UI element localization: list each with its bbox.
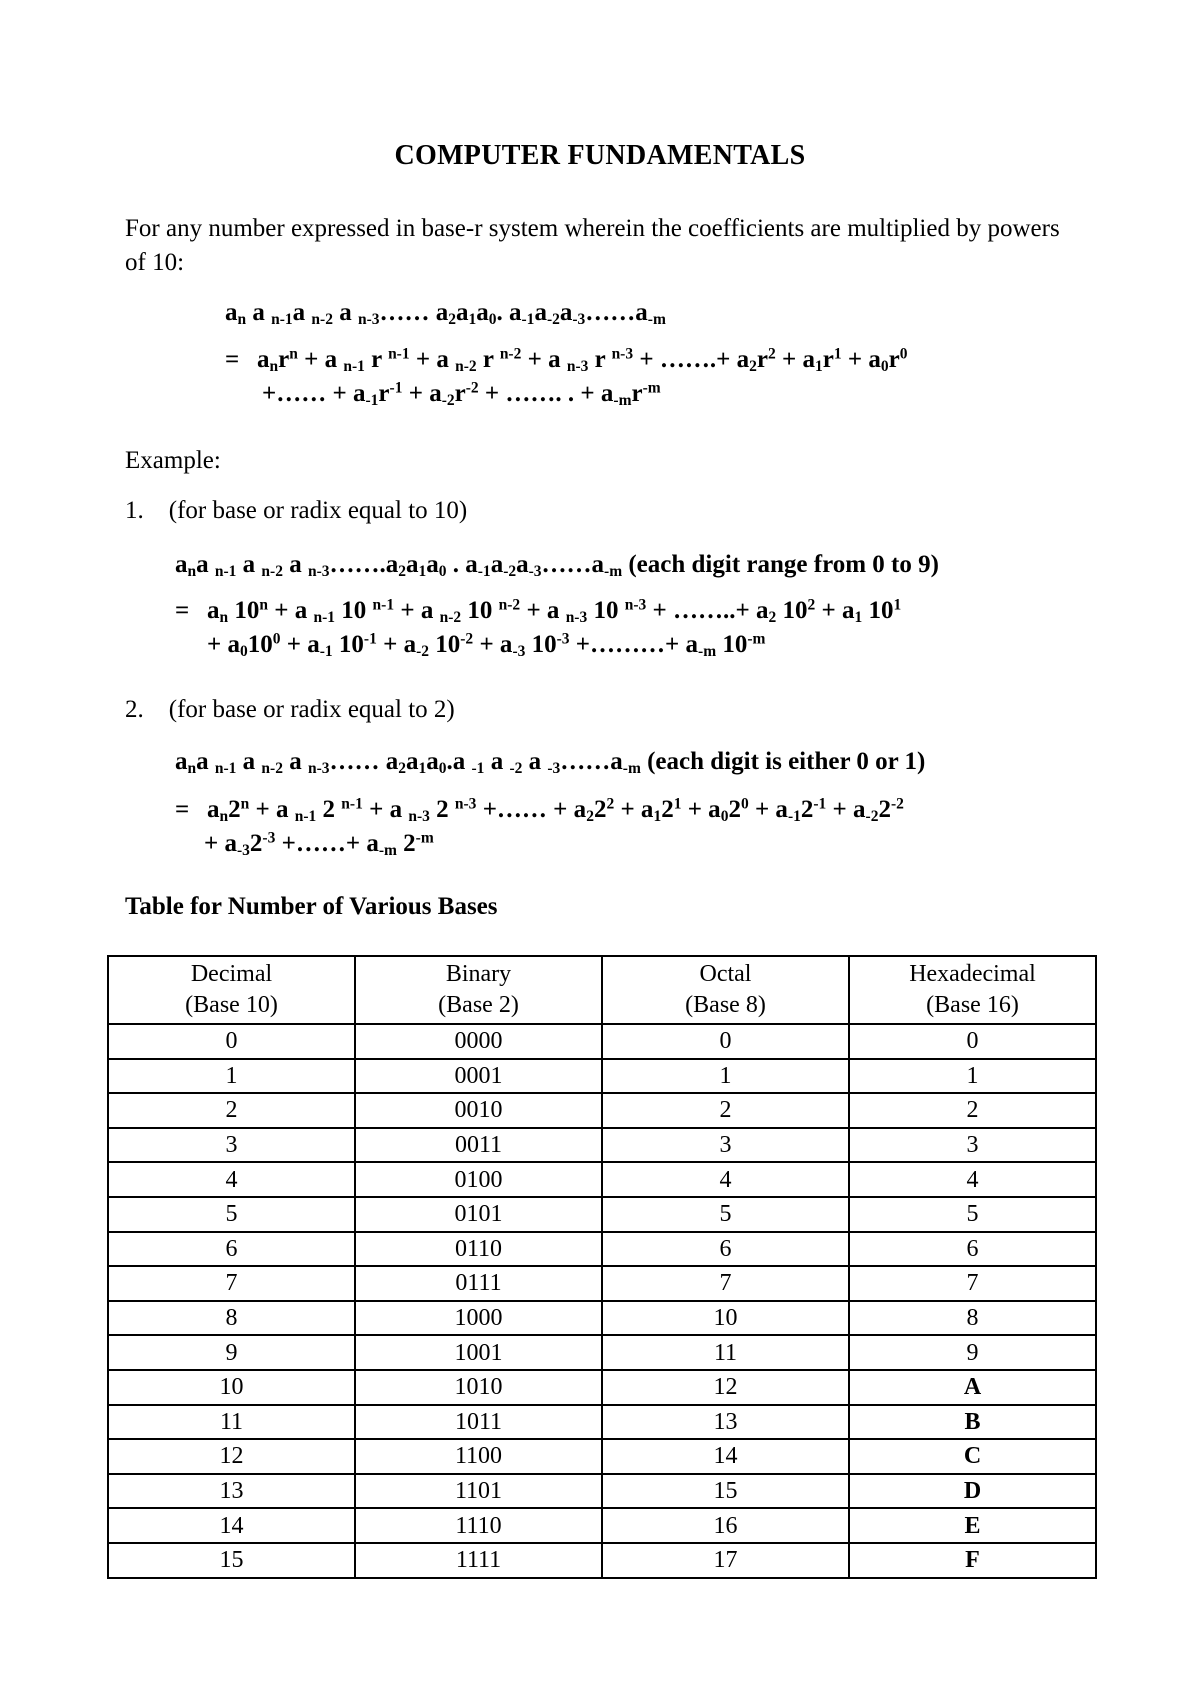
table-row: [108, 1128, 1096, 1163]
example-1-expression: $a_na$ $_{n-1}$ a $_{n-2}$ a $_{n-3}\dots\dots.a_2a_1a_0$ . $a_{-1}a_{-2}a_{-3}\dots\dots a_{-m}$ (each digit range from 0 to 9): [175, 551, 939, 580]
table-row: [108, 1093, 1096, 1128]
octal-cell: 3: [602, 1128, 849, 1163]
table-row: [108, 1266, 1096, 1301]
general-number-expression: $a_n$ a $_{n-1}$a $_{n-2}$ a $_{n-3}$…… $a_2a_1a_0$. $a_{-1}a_{-2}a_{-3}\dots\dots a_{-m}$: [225, 299, 666, 328]
example-1-note: (each digit range from 0 to 9): [622, 551, 939, 578]
decimal-cell: 3: [108, 1128, 355, 1163]
octal-cell: 6: [602, 1232, 849, 1267]
binary-cell: 0100: [355, 1162, 602, 1197]
general-expansion-line-1: = $a_nr^n + a$ $_{n-1}$ r $^{n-1}$ + a $_{n-2}$ r $^{n-2}$ + a $_{n-3}$ r $^{n-3}$ + …….+ $a_2r^2 + a_1r^1 + a_0r^0$: [225, 345, 908, 375]
table-row: [108, 1232, 1096, 1267]
table-row: [108, 1439, 1096, 1474]
hex-cell: 2: [849, 1093, 1096, 1128]
hex-cell: B: [849, 1405, 1096, 1440]
decimal-cell: 12: [108, 1439, 355, 1474]
binary-cell: 1001: [355, 1335, 602, 1370]
example-2-expression: $a_na$ $_{n-1}$ a $_{n-2}$ a $_{n-3}$…… $a_2a_1a_0.a$ $_{-1}$ a $_{-2}$ a $_{-3}\dots\dots a_{-m}$ (each digit is either 0 or 1): [175, 748, 926, 777]
decimal-cell: 14: [108, 1508, 355, 1543]
table-body: [108, 1024, 1096, 1578]
hex-cell: 9: [849, 1335, 1096, 1370]
example-label: Example:: [125, 447, 221, 474]
octal-cell: 15: [602, 1474, 849, 1509]
header-hexadecimal: Hexadecimal (Base 16): [849, 956, 1096, 1024]
binary-cell: 0110: [355, 1232, 602, 1267]
hex-cell: E: [849, 1508, 1096, 1543]
hex-cell: 7: [849, 1266, 1096, 1301]
decimal-cell: 7: [108, 1266, 355, 1301]
hex-cell: 4: [849, 1162, 1096, 1197]
octal-cell: 0: [602, 1024, 849, 1059]
example-1-expansion-line-2: + $a_010^0 + a_{-1}$ $10^{-1} + a_{-2}$ $10^{-2} + a_{-3}$ $10^{-3}$ +………+ $a_{-m}$ $10^{-m}$: [207, 630, 766, 660]
decimal-cell: 15: [108, 1543, 355, 1578]
hex-cell: 3: [849, 1128, 1096, 1163]
binary-cell: 0111: [355, 1266, 602, 1301]
decimal-cell: 13: [108, 1474, 355, 1509]
octal-cell: 13: [602, 1405, 849, 1440]
binary-cell: 0001: [355, 1059, 602, 1094]
binary-cell: 0010: [355, 1093, 602, 1128]
table-row: [108, 1162, 1096, 1197]
hex-cell: 5: [849, 1197, 1096, 1232]
hex-cell: D: [849, 1474, 1096, 1509]
example-2-label: 2. (for base or radix equal to 2): [125, 696, 455, 723]
table-row: [108, 1335, 1096, 1370]
hex-cell: F: [849, 1543, 1096, 1578]
number-bases-table: [107, 955, 1097, 1579]
octal-cell: 5: [602, 1197, 849, 1232]
decimal-cell: 5: [108, 1197, 355, 1232]
hex-cell: 1: [849, 1059, 1096, 1094]
octal-cell: 12: [602, 1370, 849, 1405]
table-row: [108, 1024, 1096, 1059]
binary-cell: 1010: [355, 1370, 602, 1405]
octal-cell: 10: [602, 1301, 849, 1336]
binary-cell: 0101: [355, 1197, 602, 1232]
hex-cell: A: [849, 1370, 1096, 1405]
octal-cell: 14: [602, 1439, 849, 1474]
octal-cell: 11: [602, 1335, 849, 1370]
table-header-row: [108, 956, 1096, 1024]
header-decimal: Decimal (Base 10): [108, 956, 355, 1024]
page-title: COMPUTER FUNDAMENTALS: [394, 140, 806, 171]
octal-cell: 2: [602, 1093, 849, 1128]
hex-cell: 8: [849, 1301, 1096, 1336]
decimal-cell: 0: [108, 1024, 355, 1059]
binary-cell: 1111: [355, 1543, 602, 1578]
binary-cell: 1101: [355, 1474, 602, 1509]
example-1-expansion-line-1: = $a_n$ $10^n + a$ $_{n-1}$ 10 $^{n-1}$ + a $_{n-2}$ 10 $^{n-2}$ + a $_{n-3}$ 10 $^{n-3}$ + ……..+ $a_2$ $10^2 + a_1$ $10^1$: [175, 596, 902, 626]
example-2-expansion-line-1: = $a_n2^n + a$ $_{n-1}$ 2 $^{n-1}$ + a $_{n-3}$ 2 $^{n-3}$ +…… + $a_22^2 + a_12^1 + a_02^0 + a_{-1}2^{-1} + a_{-2}2^{-2}$: [175, 795, 904, 825]
binary-cell: 0000: [355, 1024, 602, 1059]
binary-cell: 0011: [355, 1128, 602, 1163]
binary-cell: 1110: [355, 1508, 602, 1543]
binary-cell: 1011: [355, 1405, 602, 1440]
example-2-expansion-line-2: + $a_{-3}2^{-3}$ +……+ $a_{-m}$ $2^{-m}$: [204, 829, 434, 859]
header-binary: Binary (Base 2): [355, 956, 602, 1024]
decimal-cell: 6: [108, 1232, 355, 1267]
table-row: [108, 1405, 1096, 1440]
octal-cell: 16: [602, 1508, 849, 1543]
hex-cell: 0: [849, 1024, 1096, 1059]
example-2-note: (each digit is either 0 or 1): [640, 748, 926, 775]
table-row: [108, 1197, 1096, 1232]
hex-cell: 6: [849, 1232, 1096, 1267]
decimal-cell: 10: [108, 1370, 355, 1405]
header-octal: Octal (Base 8): [602, 956, 849, 1024]
binary-cell: 1100: [355, 1439, 602, 1474]
octal-cell: 17: [602, 1543, 849, 1578]
hex-cell: C: [849, 1439, 1096, 1474]
octal-cell: 7: [602, 1266, 849, 1301]
table-row: [108, 1370, 1096, 1405]
general-expansion-line-2: +…… + $a_{-1}r^{-1} + a_{-2}r^{-2}$ + ……. . + $a_{-m}r^{-m}$: [262, 379, 661, 409]
intro-paragraph: For any number expressed in base-r system wherein the coefficients are multiplied by powers of 10:: [125, 215, 1060, 276]
example-1-label: 1. (for base or radix equal to 10): [125, 497, 468, 524]
decimal-cell: 4: [108, 1162, 355, 1197]
table-row: [108, 1301, 1096, 1336]
table-row: [108, 1508, 1096, 1543]
octal-cell: 4: [602, 1162, 849, 1197]
decimal-cell: 2: [108, 1093, 355, 1128]
table-row: [108, 1474, 1096, 1509]
table-row: [108, 1543, 1096, 1578]
table-row: [108, 1059, 1096, 1094]
table-heading: Table for Number of Various Bases: [125, 893, 498, 920]
decimal-cell: 9: [108, 1335, 355, 1370]
decimal-cell: 1: [108, 1059, 355, 1094]
binary-cell: 1000: [355, 1301, 602, 1336]
decimal-cell: 11: [108, 1405, 355, 1440]
decimal-cell: 8: [108, 1301, 355, 1336]
octal-cell: 1: [602, 1059, 849, 1094]
